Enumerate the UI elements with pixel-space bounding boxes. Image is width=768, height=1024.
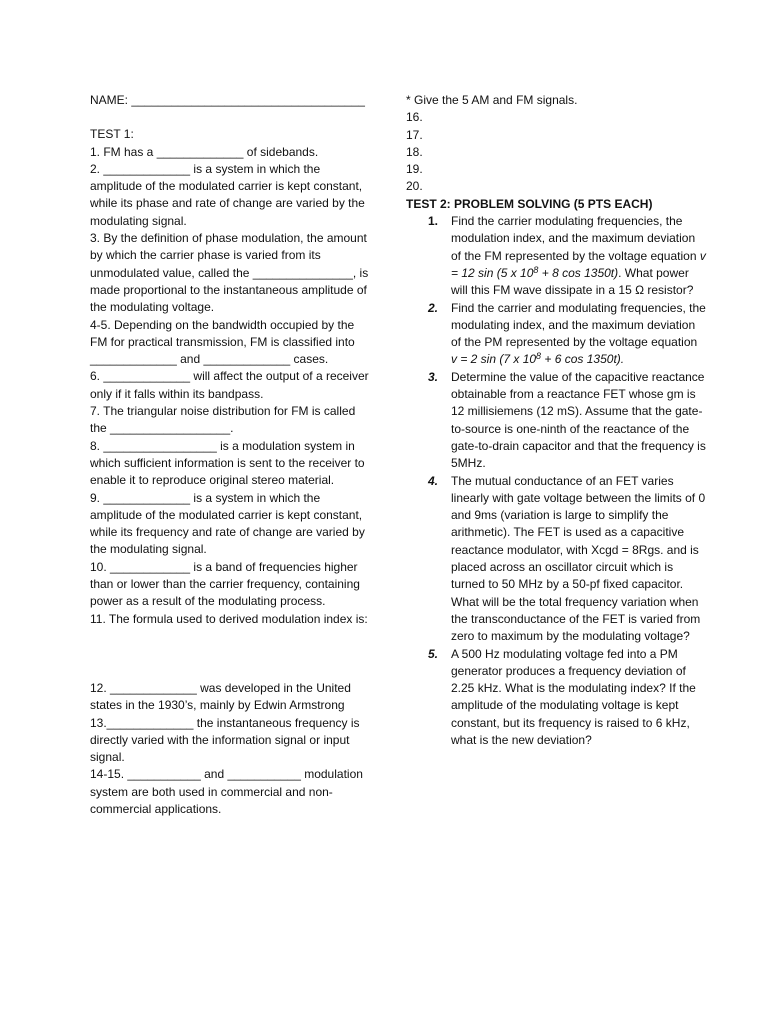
question-7: 7. The triangular noise distribution for FM is called the __________________. (90, 404, 359, 436)
equation-part: + 6 cos 1350t). (541, 352, 625, 367)
problem-text: Find the carrier modulating frequencies, the modulation index, and the maximum deviation of the FM represented by the voltage equation (451, 214, 697, 263)
answer-item-18: 18. (406, 144, 423, 159)
problem-text: Determine the value of the capacitive reactance obtainable from a reactance FET whose gm is 12 millisiemens (12 mS). Assume that the gate-to-source is one-ninth of the reactance of the gate-to-drain capacitor and that the frequency is 5MHz. (451, 369, 706, 471)
problem-4 (406, 473, 706, 646)
problem-text: Find the carrier and modulating frequencies, the modulating index, and the maximum deviation of the PM represented by the voltage equation (451, 300, 706, 350)
equation-part: + 8 cos 1350t) (538, 265, 619, 280)
answer-space (90, 628, 372, 680)
problem-text: The mutual conductance of an FET varies linearly with gate voltage between the limits of 0 and 9ms (variation is large to simplify the arithmetic). The FET is used as a capacitive reactance modulator, with Xcgd = 8Rgs. and is placed across an oscillator circuit which is turned to 50 MHz by a 50-pf fixed capacitor. What will be the total frequency variation when the transconductance of the FET is varied from zero to maximum by the modulating voltage? (451, 473, 706, 644)
question-10: 10. ____________ is a band of frequencies higher than or lower than the carrier frequency, containing power as a result of the modulating process. (90, 559, 364, 609)
question-14-15: 14-15. ___________ and ___________ modulation system are both used in commercial and non-commercial applications. (90, 767, 367, 816)
test1-title: TEST 1: (90, 127, 134, 142)
problem-1 (406, 213, 706, 299)
name-field[interactable]: NAME: ___________________________________ (90, 93, 365, 107)
question-6: 6. _____________ will affect the output of a receiver only if it falls within its bandpass. (90, 369, 372, 401)
question-1: 1. FM has a _____________ of sidebands. (90, 144, 319, 159)
question-13: 13._____________ the instantaneous frequency is directly varied with the information signal or input signal. (90, 715, 363, 765)
question-8: 8. _________________ is a modulation system in which sufficient information is sent to the receiver to enable it to reproduce original stereo material. (90, 438, 368, 488)
problem-number: 3. (428, 369, 439, 384)
problem-text: A 500 Hz modulating voltage fed into a PM generator produces a frequency deviation of 2.25 kHz. What is the modulating index? If the amplitude of the modulating voltage is kept constant, but its frequency is raised to 6 kHz, what is the new deviation? (451, 646, 696, 747)
answer-item-19: 19. (406, 162, 423, 177)
question-9: 9. _____________ is a system in which the amplitude of the modulated carrier is kept constant, while its frequency and rate of change are varied by the modulating signal. (90, 490, 369, 557)
problem-5 (406, 646, 706, 750)
test2-title: TEST 2: PROBLEM SOLVING (5 PTS EACH) (406, 196, 653, 211)
answer-item-20: 20. (406, 179, 423, 194)
question-3: 3. By the definition of phase modulation, the amount by which the carrier phase is varied from its unmodulated value, called the _______________, is made proportional to the instantaneous amplitude of the modulating voltage. (90, 231, 372, 315)
equation (451, 351, 706, 368)
exponent: 8 (533, 264, 539, 275)
problem-number: 4. (428, 473, 439, 488)
give-signals-prompt: * Give the 5 AM and FM signals. (406, 93, 578, 107)
question-12: 12. _____________ was developed in the United states in the 1930’s, mainly by Edwin Armstrong (90, 680, 355, 713)
answer-item-17: 17. (406, 127, 423, 142)
equation-part: v = 2 sin (7 x 10 (451, 352, 537, 367)
problem-number: 1. (428, 214, 439, 229)
question-2: 2. _____________ is a system in which the amplitude of the modulated carrier is kept constant, while its phase and rate of change are varied by the modulating signal. (90, 161, 369, 228)
left-column (90, 92, 372, 818)
exponent: 8 (536, 351, 542, 362)
right-column (406, 92, 706, 749)
problem-number: 5. (428, 646, 439, 661)
question-11: 11. The formula used to derived modulation index is: (90, 611, 368, 626)
equation-part: v = 12 sin (5 x 10 (451, 248, 706, 280)
problem-number: 2. (428, 300, 439, 315)
problem-3 (406, 369, 706, 473)
problem-2 (406, 300, 706, 369)
problem-text-cont: . What power will this FM wave dissipate in a 15 Ω resistor? (451, 265, 694, 298)
question-4-5: 4-5. Depending on the bandwidth occupied by the FM for practical transmission, FM is classified into _____________ and _____________ cases. (90, 317, 359, 367)
answer-item-16: 16. (406, 110, 423, 125)
